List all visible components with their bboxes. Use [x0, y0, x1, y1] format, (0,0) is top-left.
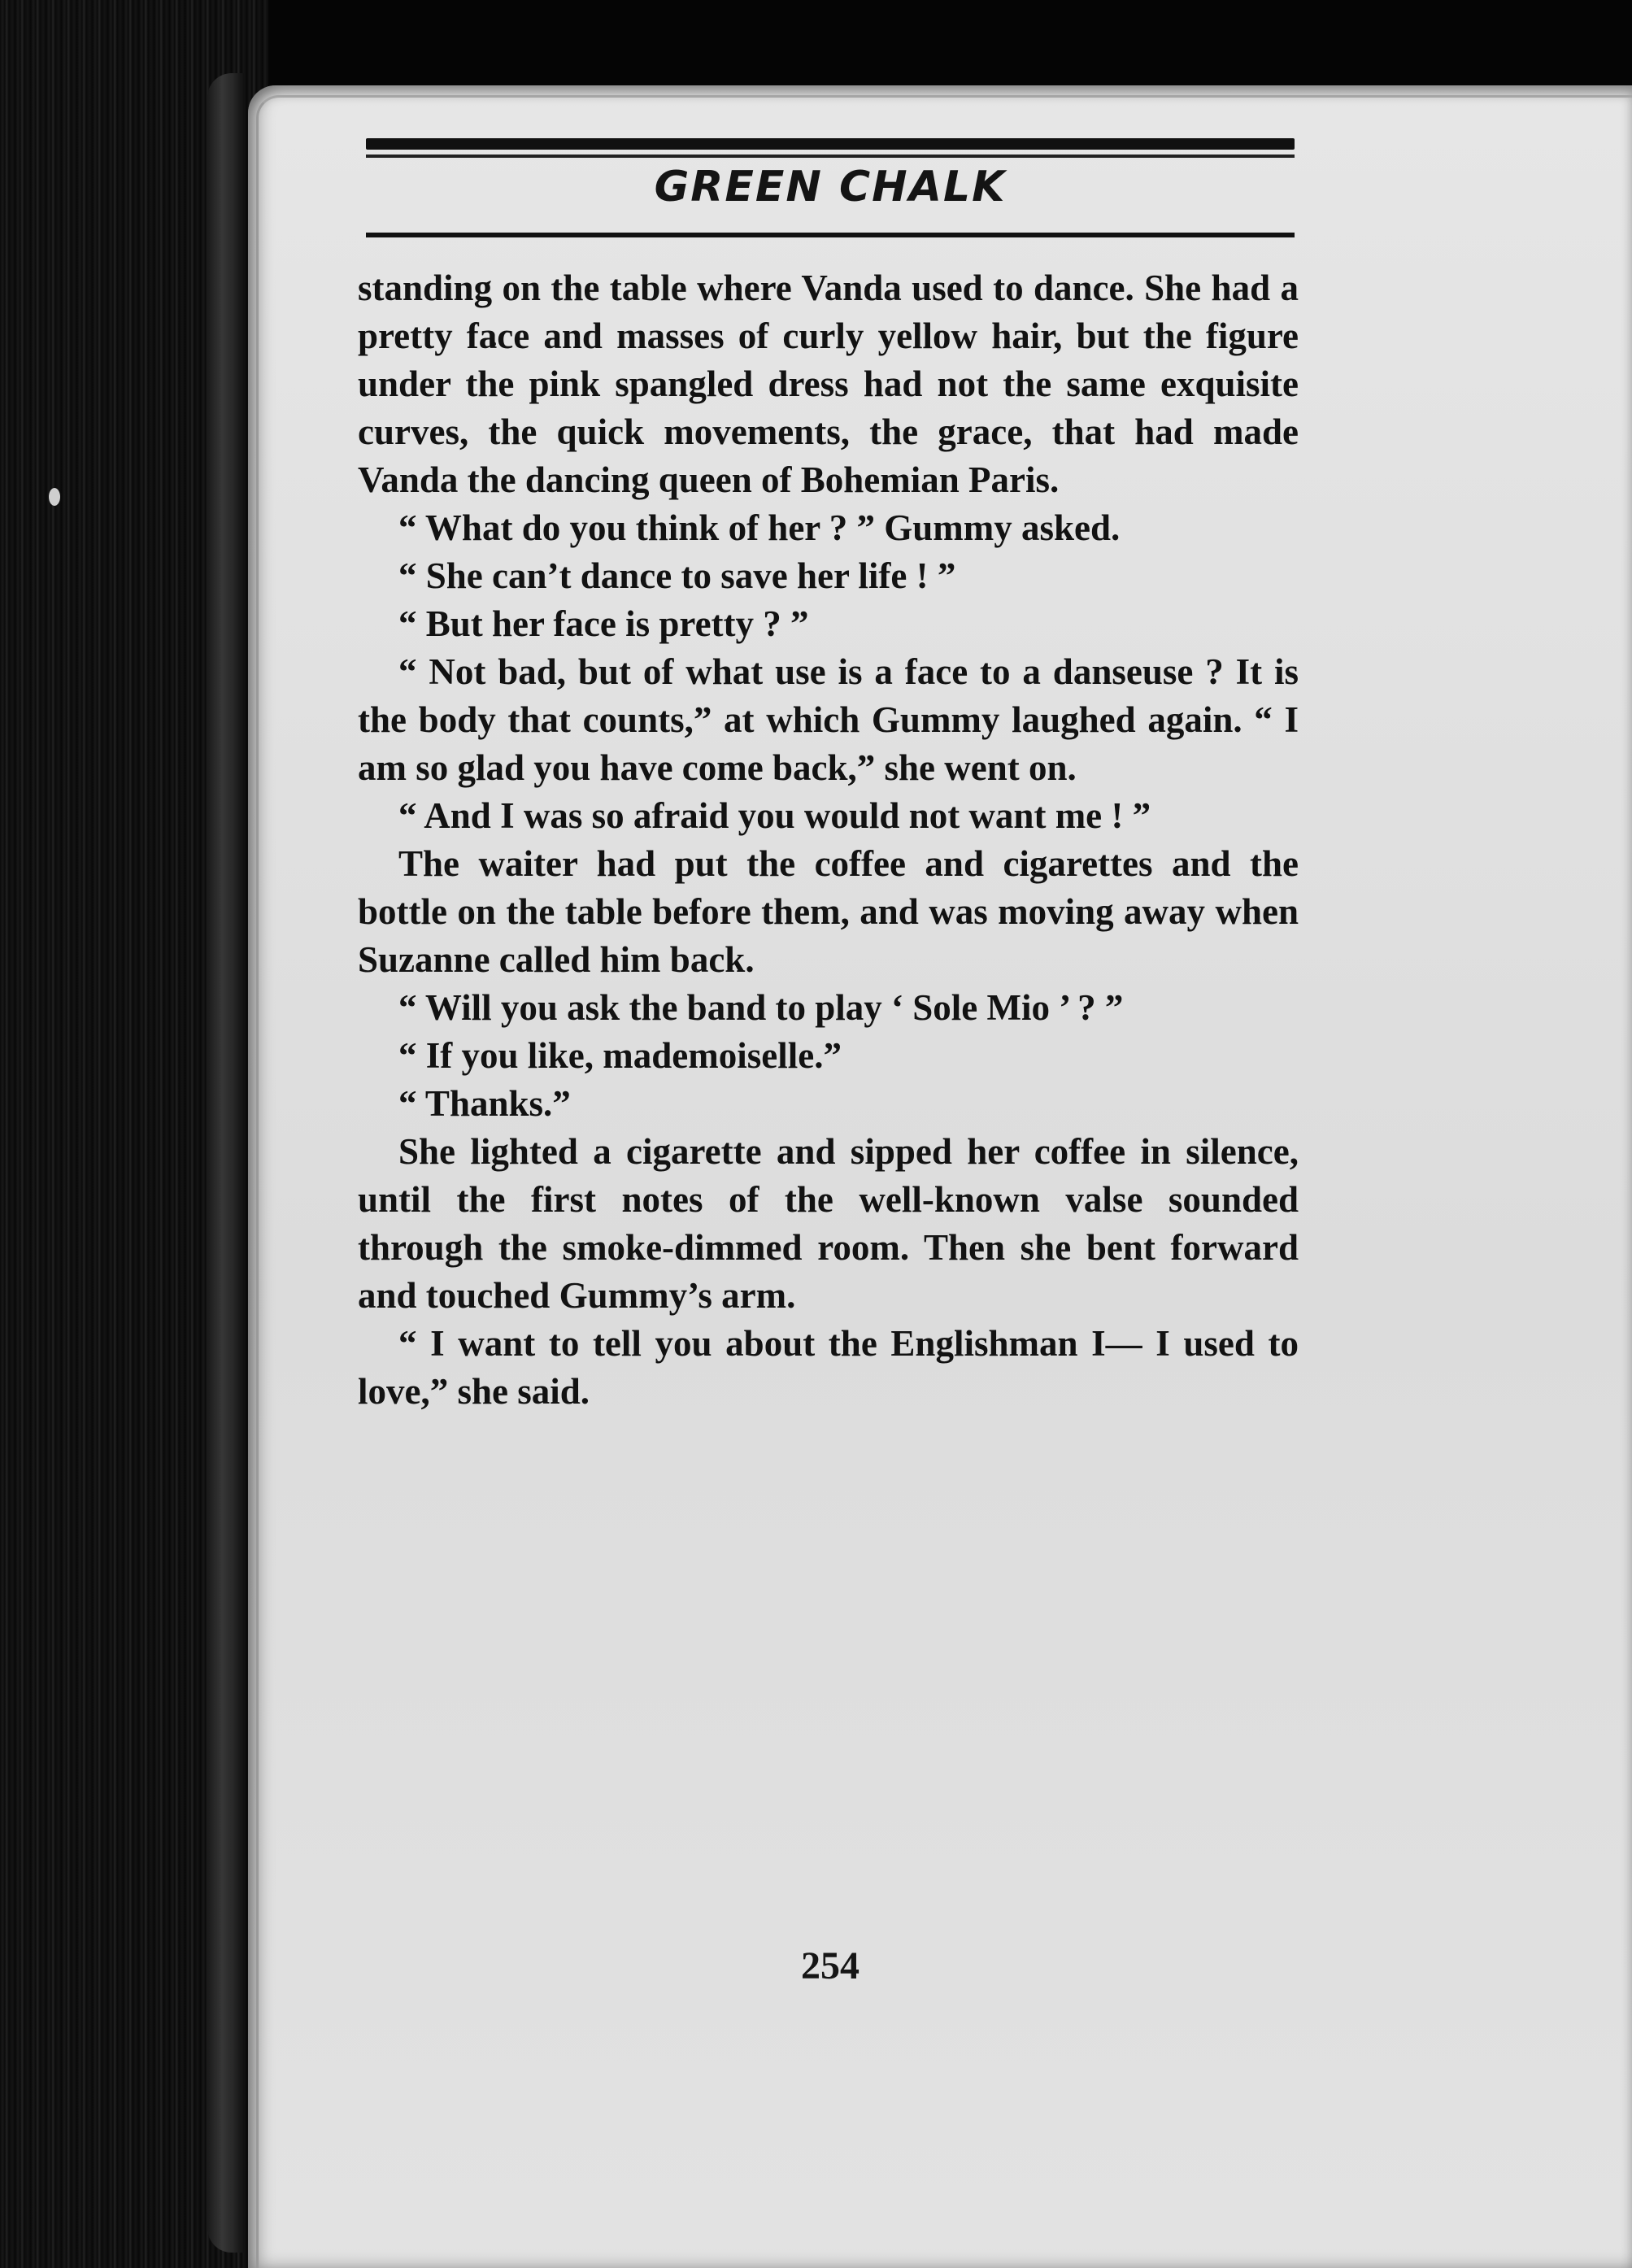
book-page-edges: [0, 0, 268, 2268]
paragraph: “ Not bad, but of what use is a face to a danseuse ? It is the body that counts,” at which Gummy laughed again. “ I am so glad you have come back,” she went on.: [358, 651, 1299, 788]
paragraph: The waiter had put the coffee and cigarettes and the bottle on the table before them, and was moving away when Suzanne called him back.: [358, 843, 1299, 980]
paragraph: “ What do you think of her ? ” Gummy asked.: [398, 507, 1121, 548]
page-number: 254: [801, 1944, 860, 1987]
paragraph: “ But her face is pretty ? ”: [398, 603, 809, 644]
header-rule-thin: [366, 155, 1295, 158]
header-rule-thick: [366, 138, 1295, 150]
paragraph: “ I want to tell you about the Englishman I— I used to love,” she said.: [358, 1323, 1299, 1412]
paragraph: She lighted a cigarette and sipped her coffee in silence, until the first notes of the well-known valse sounded through the smoke-dimmed room. Then she bent forward and touched Gummy’s arm.: [358, 1131, 1299, 1316]
paragraph: “ Will you ask the band to play ‘ Sole Mio ’ ? ”: [398, 987, 1124, 1028]
running-title: GREEN CHALK: [654, 163, 1007, 211]
dust-speck: [49, 488, 60, 506]
body-text: [358, 264, 1299, 1416]
paragraph: standing on the table where Vanda used to dance. She had a pretty face and masses of curly yellow hair, but the figure under the pink spangled dress had not the same exquisite curves, the quick movements, the grace, that had made Vanda the dancing queen of Bohemian Paris.: [358, 268, 1299, 500]
paragraph: “ She can’t dance to save her life ! ”: [398, 555, 956, 596]
header-rule-under: [366, 233, 1295, 237]
paragraph: “ And I was so afraid you would not want me ! ”: [398, 795, 1151, 836]
paragraph: “ Thanks.”: [398, 1083, 571, 1124]
paragraph: “ If you like, mademoiselle.”: [398, 1035, 842, 1076]
